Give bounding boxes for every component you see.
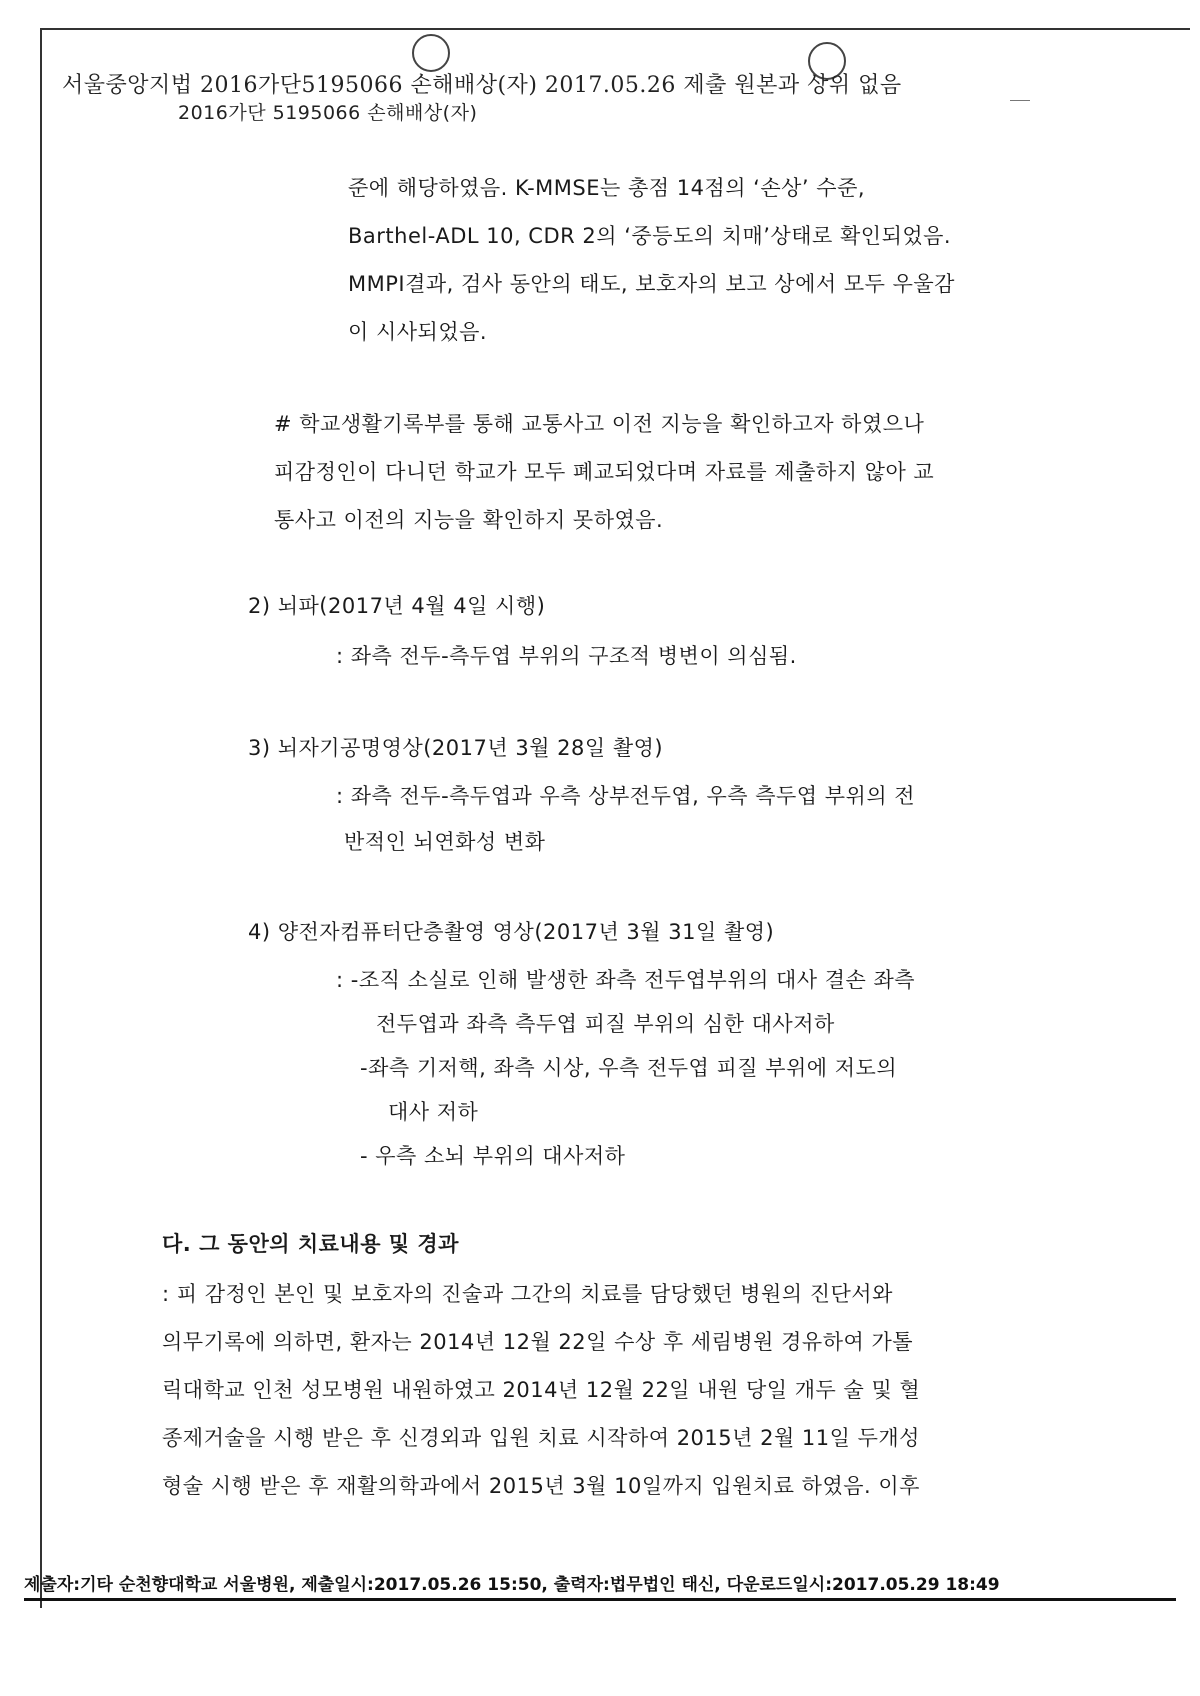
para2-line: 통사고 이전의 지능을 확인하지 못하였음. [274, 508, 664, 532]
item4-line: : -조직 소실로 인해 발생한 좌측 전두엽부위의 대사 결손 좌측 [336, 968, 916, 992]
para1-line: 준에 해당하였음. K-MMSE는 총점 14점의 ‘손상’ 수준, [348, 176, 866, 200]
item4-line: 대사 저하 [388, 1100, 479, 1124]
section-line: 릭대학교 인천 성모병원 내원하였고 2014년 12월 22일 내원 당일 개두 술 및 혈 [162, 1378, 921, 1402]
court-stamp-text: 서울중앙지법 2016가단5195066 손해배상(자) 2017.05.26 제출 원본과 상위 없음 [62, 73, 902, 98]
item3-title: 3) 뇌자기공명영상(2017년 3월 28일 촬영) [248, 736, 664, 760]
para2-line: # 학교생활기록부를 통해 교통사고 이전 지능을 확인하고자 하였으나 [274, 412, 925, 436]
submission-footer: 제출자:기타 순천향대학교 서울병원, 제출일시:2017.05.26 15:50, 출력자:법무법인 태신, 다운로드일시:2017.05.29 18:49 [24, 1575, 1000, 1595]
item2-line: : 좌측 전두-측두엽 부위의 구조적 병변이 의심됨. [336, 644, 797, 668]
section-heading: 다. 그 동안의 치료내용 및 경과 [162, 1232, 459, 1256]
item3-line: 반적인 뇌연화성 변화 [344, 830, 546, 854]
para1-line: 이 시사되었음. [348, 320, 488, 344]
item2-title: 2) 뇌파(2017년 4월 4일 시행) [248, 594, 546, 618]
item4-line: - 우측 소뇌 부위의 대사저하 [360, 1144, 626, 1168]
footer-rule [24, 1598, 1176, 1601]
section-line: 종제거술을 시행 받은 후 신경외과 입원 치료 시작하여 2015년 2월 11일 두개성 [162, 1426, 920, 1450]
case-header: 2016가단 5195066 손해배상(자) [178, 102, 478, 124]
section-line: 형술 시행 받은 후 재활의학과에서 2015년 3월 10일까지 입원치료 하였음. 이후 [162, 1474, 920, 1498]
section-line: : 피 감정인 본인 및 보호자의 진술과 그간의 치료를 담당했던 병원의 진단서와 [162, 1282, 893, 1306]
page-frame-top [40, 28, 1190, 30]
scan-mark [1010, 100, 1030, 101]
item4-line: 전두엽과 좌측 측두엽 피질 부위의 심한 대사저하 [376, 1012, 835, 1036]
item4-line: -좌측 기저핵, 좌측 시상, 우측 전두엽 피질 부위에 저도의 [360, 1056, 898, 1080]
para1-line: MMPI결과, 검사 동안의 태도, 보호자의 보고 상에서 모두 우울감 [348, 272, 955, 296]
item4-title: 4) 양전자컴퓨터단층촬영 영상(2017년 3월 31일 촬영) [248, 920, 775, 944]
item3-line: : 좌측 전두-측두엽과 우측 상부전두엽, 우측 측두엽 부위의 전 [336, 784, 916, 808]
punch-hole-left [412, 34, 450, 72]
para1-line: Barthel-ADL 10, CDR 2의 ‘중등도의 치매’상태로 확인되었음. [348, 224, 952, 248]
section-line: 의무기록에 의하면, 환자는 2014년 12월 22일 수상 후 세림병원 경유하여 가톨 [162, 1330, 914, 1354]
page-frame-left [40, 28, 42, 1608]
para2-line: 피감정인이 다니던 학교가 모두 폐교되었다며 자료를 제출하지 않아 교 [274, 460, 935, 484]
